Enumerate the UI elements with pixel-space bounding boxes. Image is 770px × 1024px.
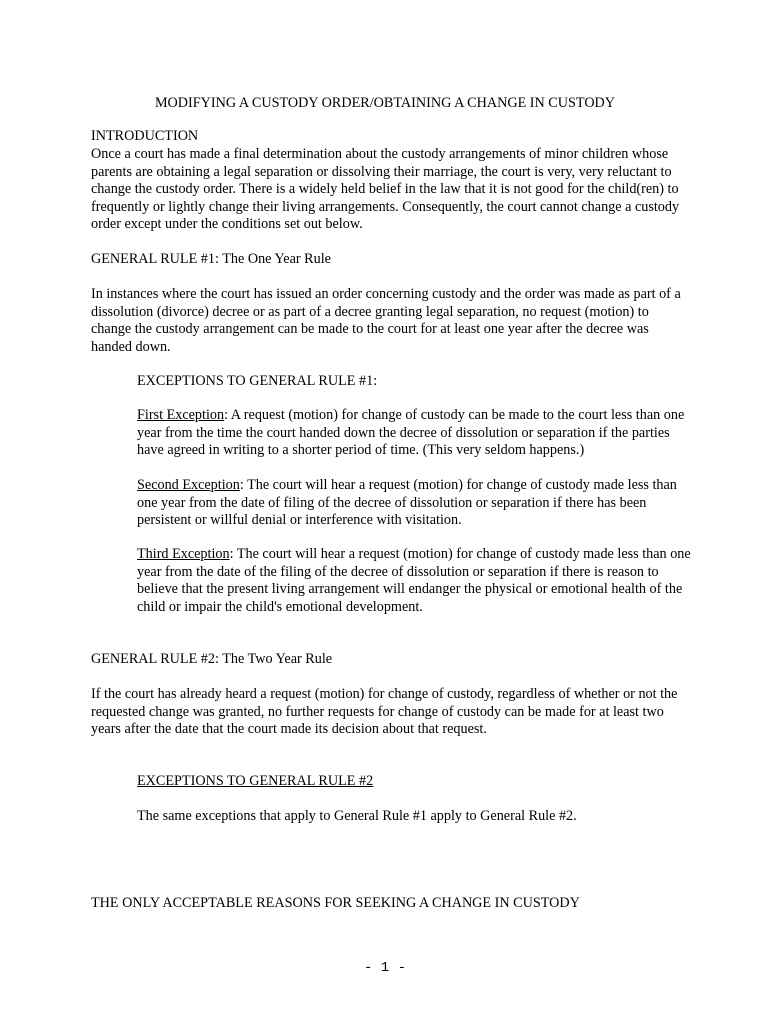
introduction-heading: INTRODUCTION: [91, 128, 199, 144]
general-rule-2-paragraph: If the court has already heard a request (motion) for change of custody, regardless of whether or not the requested change was granted, no further requests for change of custody can be made for at least two years after the date that the court made its decision about that request.: [91, 686, 678, 738]
first-exception-label: First Exception: [137, 407, 225, 423]
page-number: - 1 -: [363, 960, 406, 976]
second-exception-text: : The court will hear a request (motion) for change of custody made less than one year from the date of filing of the decree of dissolution or separation if there has been persistent or willful denial or interference with visitation.: [137, 477, 677, 529]
exceptions-rule-2-paragraph: The same exceptions that apply to General Rule #1 apply to General Rule #2.: [137, 808, 577, 824]
general-rule-2-heading: GENERAL RULE #2: The Two Year Rule: [91, 651, 333, 667]
document-title: MODIFYING A CUSTODY ORDER/OBTAINING A CHANGE IN CUSTODY: [154, 95, 616, 111]
acceptable-reasons-heading: THE ONLY ACCEPTABLE REASONS FOR SEEKING A CHANGE IN CUSTODY: [91, 895, 580, 911]
general-rule-1-heading: GENERAL RULE #1: The One Year Rule: [91, 251, 331, 267]
introduction-paragraph: Once a court has made a final determination about the custody arrangements of minor children whose parents are obtaining a legal separation or dissolving their marriage, the court is very, very reluctant to change the custody order. There is a widely held belief in the law that it is not good for the child(ren) to frequently or lightly change their living arrangements. Consequently, the court cannot change a custody order except under the conditions set out below.: [91, 146, 680, 233]
third-exception-label: Third Exception: [137, 546, 230, 562]
exceptions-rule-1-heading: EXCEPTIONS TO GENERAL RULE #1:: [137, 373, 378, 389]
second-exception-paragraph: [137, 477, 692, 530]
third-exception-paragraph: [137, 546, 692, 616]
general-rule-1-paragraph: In instances where the court has issued an order concerning custody and the order was made as part of a dissolution (divorce) decree or as part of a decree granting legal separation, no request (motion) to change the custody arrangement can be made to the court for at least one year after the decree was handed down.: [91, 286, 681, 355]
second-exception-label: Second Exception: [137, 477, 240, 493]
exceptions-rule-2-heading: EXCEPTIONS TO GENERAL RULE #2: [137, 773, 374, 789]
first-exception-text: : A request (motion) for change of custody can be made to the court less than one year from the time the court handed down the decree of dissolution or separation if the parties have agreed in writing to a shorter period of time. (This very seldom happens.): [137, 407, 685, 459]
first-exception-paragraph: [137, 407, 692, 460]
third-exception-text: : The court will hear a request (motion) for change of custody made less than one year from the date of the filing of the decree of dissolution or separation if there is reason to believe that the present living arrangement will endanger the physical or emotional health of the child or impair the child's emotional development.: [137, 546, 691, 615]
